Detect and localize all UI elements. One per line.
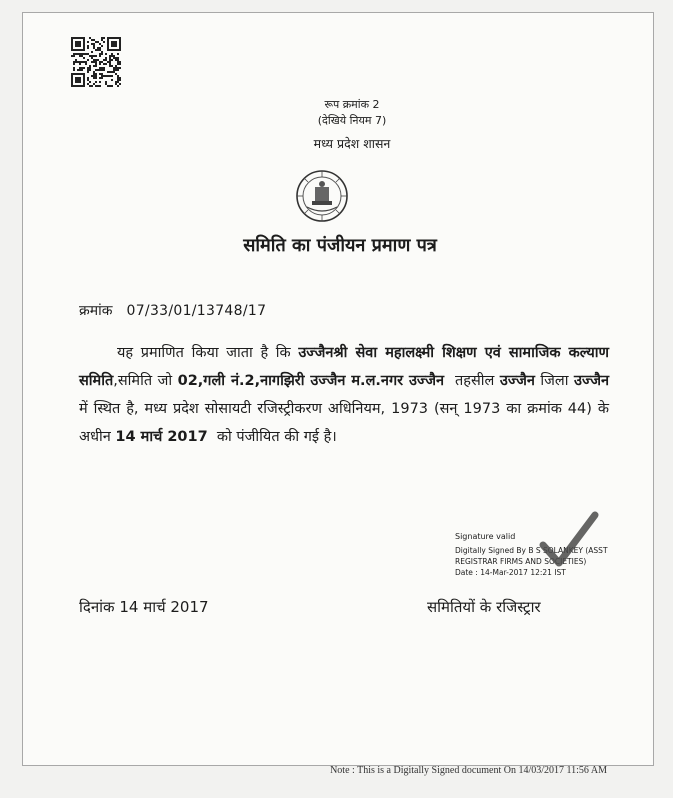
serial-label: क्रमांक (79, 303, 113, 319)
body-intro: यह प्रमाणित किया जाता है कि (117, 345, 291, 361)
society-address: 02,गली नं.2,नागझिरी उज्जैन म.ल.नगर उज्जैन (177, 373, 445, 389)
registrar-title: समितियों के रजिस्ट्रार (427, 598, 541, 616)
check-mark-icon (537, 509, 599, 571)
serial-number: 07/33/01/13748/17 (126, 303, 267, 319)
qr-code-icon (71, 37, 121, 87)
body-text-6: को पंजीयित की गई है। (216, 429, 337, 445)
district-name: उज्जैन (574, 373, 610, 389)
certificate-body (79, 339, 609, 451)
society-name: उज्जैनश्री सेवा महालक्ष्मी शिक्षण एवं सामाजिक कल्याण समिति (79, 345, 610, 389)
serial-number-row (79, 301, 266, 320)
state-emblem-icon (295, 169, 349, 223)
body-text-2: ,समिति जो (113, 373, 173, 389)
district-label: जिला (540, 373, 569, 389)
signature-line-1: Digitally Signed By B S SOLANKEY (ASST (455, 546, 608, 555)
digital-sign-note: Note : This is a Digitally Signed document On 14/03/2017 11:56 AM (330, 765, 607, 776)
form-number: रूप क्रमांक 2 (324, 98, 380, 111)
tehsil-name: उज्जैन (499, 373, 535, 389)
signature-valid-label: Signature valid (455, 532, 516, 541)
certificate-title: समिति का पंजीयन प्रमाण पत्र (243, 235, 437, 256)
tehsil-label: तहसील (455, 373, 495, 389)
rule-reference: (देखिये नियम 7) (317, 114, 387, 127)
date-label: दिनांक (79, 598, 115, 616)
government-name: मध्य प्रदेश शासन (313, 136, 391, 151)
signature-line-3: Date : 14-Mar-2017 12:21 IST (455, 568, 566, 577)
registration-date: 14 मार्च 2017 (115, 429, 208, 445)
issue-date (79, 597, 209, 617)
date-value: 14 मार्च 2017 (119, 598, 209, 616)
certificate-page (22, 12, 654, 766)
signature-line-2: REGISTRAR FIRMS AND SOCIETIES) (455, 557, 587, 566)
body-text-5: में स्थित है, मध्य प्रदेश सोसायटी रजिस्ट्रीकरण अधिनियम, 1973 (सन् 1973 का क्रमांक 44) के अधीन (79, 401, 609, 445)
